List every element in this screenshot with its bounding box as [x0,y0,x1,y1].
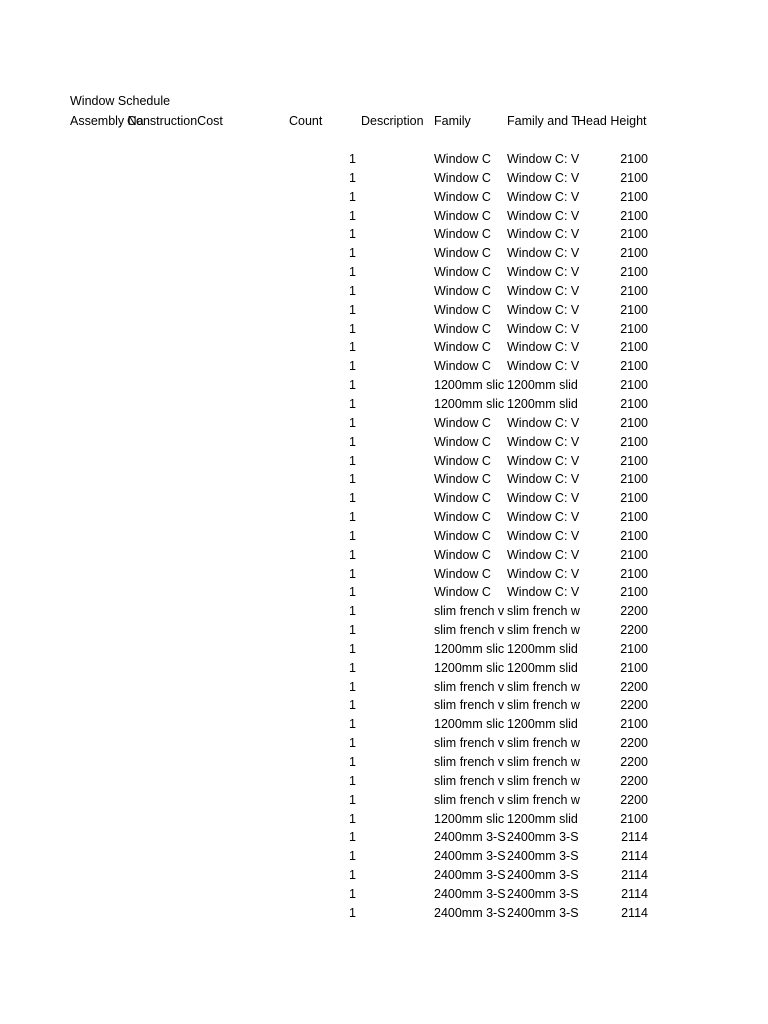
cell-family: Window C [434,472,491,487]
cell-family-and-type: slim french w [507,736,580,751]
cell-family-and-type: Window C: V [507,170,580,185]
cell-head-height: 2200 [620,623,648,638]
cell-family: slim french v [434,773,505,788]
cell-family: slim french v [434,736,505,751]
cell-head-height: 2100 [620,246,648,261]
cell-count: 1 [349,660,356,675]
cell-count: 1 [349,604,356,619]
cell-count: 1 [349,868,356,883]
cell-family-and-type: 2400mm 3-S [507,830,579,845]
cell-count: 1 [349,434,356,449]
cell-family: Window C [434,528,491,543]
cell-head-height: 2100 [620,321,648,336]
table-row [0,301,768,320]
cell-count: 1 [349,491,356,506]
cell-family-and-type: Window C: V [507,585,580,600]
cell-head-height: 2100 [620,585,648,600]
table-row [0,489,768,508]
cell-family: 1200mm slic [434,717,505,732]
table-row [0,470,768,489]
cell-family-and-type: Window C: V [507,566,580,581]
cell-family: Window C [434,434,491,449]
cell-family: Window C [434,283,491,298]
cell-family: Window C [434,566,491,581]
cell-head-height: 2200 [620,792,648,807]
cell-family-and-type: slim french w [507,755,580,769]
cell-family-and-type: slim french w [507,604,580,619]
table-row [0,772,768,791]
header-assembly-name: Assembly Na [70,114,144,128]
cell-head-height: 2114 [621,886,648,901]
header-family: Family [434,114,471,128]
cell-count: 1 [349,736,356,751]
cell-family-and-type: Window C: V [507,547,580,562]
cell-count: 1 [349,755,356,769]
table-row [0,640,768,659]
header-family-and-type: Family and T [507,114,580,128]
table-row [0,715,768,734]
cell-head-height: 2100 [620,491,648,506]
table-row [0,885,768,904]
cell-family-and-type: 1200mm slid [507,378,578,393]
cell-head-height: 2100 [620,378,648,393]
cell-family-and-type: Window C: V [507,208,580,223]
cell-family: 2400mm 3-S [434,849,506,864]
cell-head-height: 2100 [620,510,648,525]
cell-family: Window C [434,152,491,166]
cell-count: 1 [349,453,356,468]
cell-head-height: 2100 [620,472,648,487]
header-construction-cost: ConstructionCost [127,114,223,128]
cell-head-height: 2200 [620,736,648,751]
cell-count: 1 [349,641,356,656]
cell-family-and-type: 1200mm slid [507,396,578,411]
table-row [0,244,768,263]
cell-family-and-type: slim french w [507,698,580,713]
table-row [0,207,768,226]
cell-count: 1 [349,886,356,901]
cell-family-and-type: Window C: V [507,321,580,336]
cell-family: 1200mm slic [434,660,505,675]
cell-family: Window C [434,340,491,355]
cell-family-and-type: Window C: V [507,189,580,204]
cell-family: slim french v [434,623,505,638]
cell-head-height: 2200 [620,604,648,619]
cell-count: 1 [349,849,356,864]
cell-head-height: 2100 [620,359,648,374]
cell-count: 1 [349,528,356,543]
cell-family: Window C [434,170,491,185]
cell-count: 1 [349,302,356,317]
table-row [0,904,768,923]
cell-head-height: 2200 [620,698,648,713]
cell-family-and-type: Window C: V [507,302,580,317]
cell-head-height: 2200 [620,773,648,788]
cell-family: Window C [434,208,491,223]
cell-family: 2400mm 3-S [434,830,506,845]
table-row [0,621,768,640]
cell-head-height: 2100 [620,660,648,675]
cell-family-and-type: Window C: V [507,491,580,506]
cell-family: Window C [434,189,491,204]
header-description: Description [361,114,424,128]
table-row [0,828,768,847]
cell-count: 1 [349,717,356,732]
cell-head-height: 2100 [620,566,648,581]
cell-head-height: 2100 [620,396,648,411]
cell-family-and-type: 2400mm 3-S [507,886,579,901]
cell-head-height: 2100 [620,528,648,543]
cell-count: 1 [349,585,356,600]
cell-family: slim french v [434,755,505,769]
cell-count: 1 [349,208,356,223]
header-head-height: Head Height [577,114,647,128]
cell-family-and-type: Window C: V [507,510,580,525]
cell-family: Window C [434,547,491,562]
cell-family: Window C [434,302,491,317]
table-row [0,583,768,602]
cell-family: Window C [434,246,491,261]
cell-head-height: 2100 [620,227,648,242]
cell-family: 2400mm 3-S [434,886,506,901]
cell-count: 1 [349,359,356,374]
cell-family-and-type: Window C: V [507,415,580,430]
cell-family: Window C [434,491,491,506]
cell-head-height: 2100 [620,811,648,826]
cell-family-and-type: Window C: V [507,246,580,261]
table-row [0,810,768,829]
cell-count: 1 [349,378,356,393]
cell-count: 1 [349,792,356,807]
cell-family-and-type: Window C: V [507,434,580,449]
cell-head-height: 2100 [620,189,648,204]
cell-head-height: 2114 [621,830,648,845]
cell-count: 1 [349,905,356,920]
table-row [0,734,768,753]
cell-family: Window C [434,321,491,336]
cell-family: 2400mm 3-S [434,868,506,883]
cell-count: 1 [349,227,356,242]
cell-family: slim french v [434,604,505,619]
table-row [0,847,768,866]
cell-head-height: 2100 [620,302,648,317]
cell-head-height: 2100 [620,170,648,185]
table-row [0,338,768,357]
cell-head-height: 2200 [620,679,648,694]
cell-family-and-type: 2400mm 3-S [507,868,579,883]
schedule-rows [0,150,768,923]
table-row [0,678,768,697]
cell-count: 1 [349,396,356,411]
table-row [0,357,768,376]
cell-count: 1 [349,321,356,336]
table-row [0,320,768,339]
cell-family-and-type: Window C: V [507,528,580,543]
table-row [0,150,768,169]
cell-count: 1 [349,773,356,788]
cell-head-height: 2100 [620,434,648,449]
cell-family-and-type: 2400mm 3-S [507,849,579,864]
cell-head-height: 2100 [620,283,648,298]
cell-family-and-type: Window C: V [507,340,580,355]
header-count: Count [289,114,323,128]
cell-family-and-type: Window C: V [507,227,580,242]
table-row [0,527,768,546]
schedule-title: Window Schedule [70,94,171,108]
table-row [0,508,768,527]
cell-family-and-type: slim french w [507,792,580,807]
cell-head-height: 2100 [620,265,648,280]
cell-count: 1 [349,830,356,845]
cell-family: slim french v [434,792,505,807]
cell-family: 1200mm slic [434,396,505,411]
cell-family-and-type: slim french w [507,623,580,638]
cell-family-and-type: Window C: V [507,359,580,374]
cell-family-and-type: 1200mm slid [507,660,578,675]
cell-head-height: 2100 [620,547,648,562]
table-row [0,602,768,621]
cell-family: Window C [434,415,491,430]
cell-family: Window C [434,585,491,600]
cell-head-height: 2100 [620,717,648,732]
cell-count: 1 [349,698,356,713]
cell-family-and-type: Window C: V [507,152,580,166]
cell-count: 1 [349,811,356,826]
cell-count: 1 [349,472,356,487]
table-row [0,282,768,301]
cell-family-and-type: slim french w [507,679,580,694]
cell-head-height: 2200 [620,755,648,769]
table-row [0,659,768,678]
table-row [0,263,768,282]
cell-count: 1 [349,566,356,581]
cell-head-height: 2100 [620,453,648,468]
cell-count: 1 [349,547,356,562]
cell-head-height: 2100 [620,152,648,166]
cell-family-and-type: slim french w [507,773,580,788]
cell-count: 1 [349,265,356,280]
cell-count: 1 [349,415,356,430]
cell-family: 1200mm slic [434,378,505,393]
cell-count: 1 [349,283,356,298]
table-row [0,866,768,885]
cell-family: Window C [434,227,491,242]
cell-family-and-type: Window C: V [507,283,580,298]
table-row [0,414,768,433]
table-row [0,791,768,810]
cell-family: slim french v [434,698,505,713]
cell-count: 1 [349,170,356,185]
cell-family-and-type: 1200mm slid [507,811,578,826]
cell-family: 2400mm 3-S [434,905,506,920]
cell-family: Window C [434,510,491,525]
cell-family-and-type: Window C: V [507,453,580,468]
table-row [0,169,768,188]
cell-count: 1 [349,510,356,525]
cell-family: slim french v [434,679,505,694]
cell-head-height: 2100 [620,340,648,355]
cell-count: 1 [349,623,356,638]
cell-head-height: 2100 [620,641,648,656]
table-row [0,188,768,207]
table-row [0,376,768,395]
cell-family-and-type: 1200mm slid [507,717,578,732]
cell-head-height: 2100 [620,415,648,430]
cell-family-and-type: 1200mm slid [507,641,578,656]
cell-head-height: 2114 [621,868,648,883]
cell-head-height: 2100 [620,208,648,223]
cell-count: 1 [349,246,356,261]
cell-count: 1 [349,340,356,355]
cell-count: 1 [349,679,356,694]
cell-family: Window C [434,265,491,280]
cell-family: Window C [434,453,491,468]
cell-head-height: 2114 [621,849,648,864]
table-row [0,696,768,715]
table-row [0,433,768,452]
cell-family-and-type: 2400mm 3-S [507,905,579,920]
table-row [0,565,768,584]
cell-family: Window C [434,359,491,374]
table-row [0,452,768,471]
table-row [0,753,768,772]
table-row [0,395,768,414]
cell-count: 1 [349,152,356,166]
cell-family: 1200mm slic [434,811,505,826]
cell-count: 1 [349,189,356,204]
cell-head-height: 2114 [621,905,648,920]
cell-family-and-type: Window C: V [507,472,580,487]
table-row [0,546,768,565]
cell-family-and-type: Window C: V [507,265,580,280]
table-row [0,225,768,244]
cell-family: 1200mm slic [434,641,505,656]
